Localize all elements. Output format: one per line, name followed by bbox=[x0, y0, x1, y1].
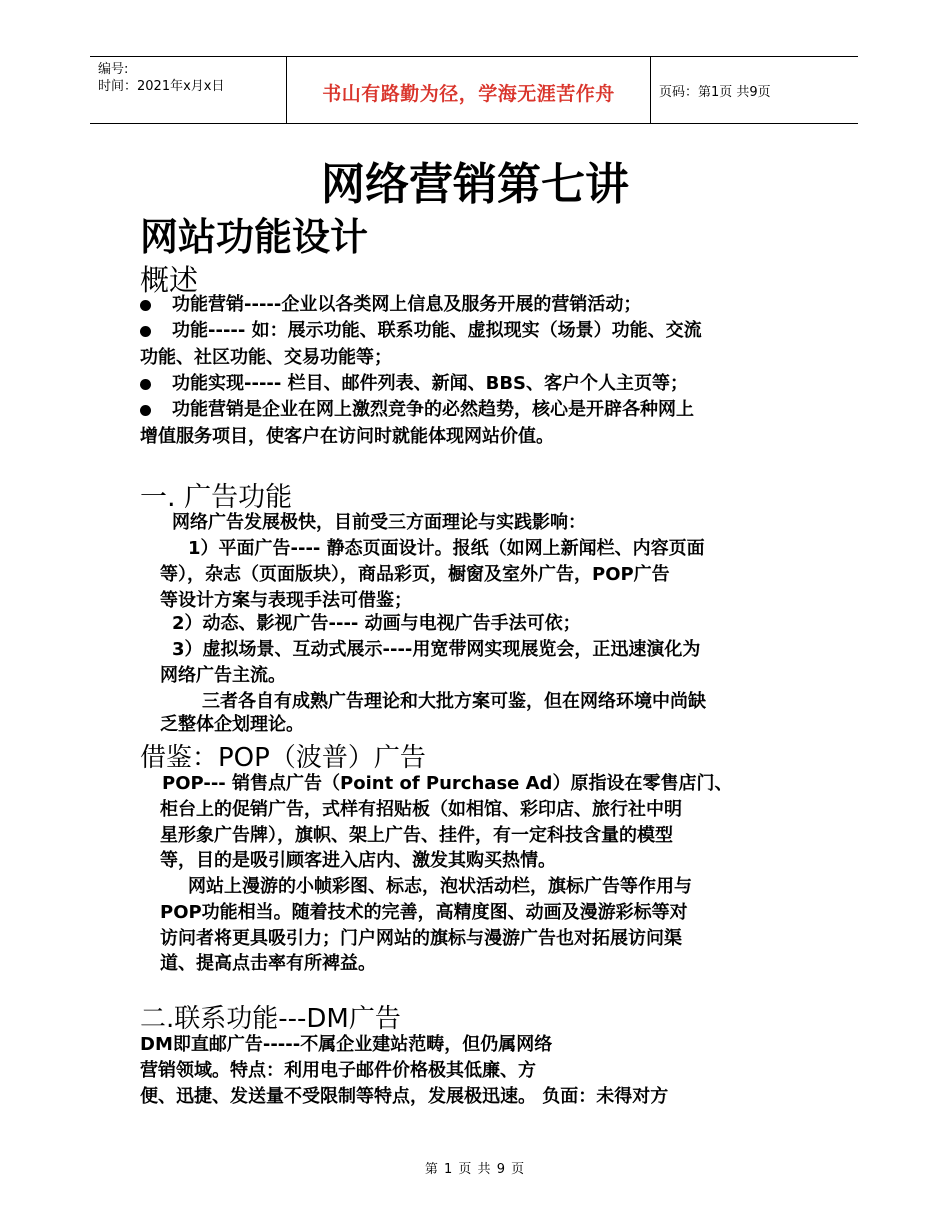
page-title: 网络营销第七讲 bbox=[321, 159, 629, 210]
bullet-dot bbox=[140, 326, 151, 337]
overview-bullet-2a: 功能----- 如：展示功能、联系功能、虚拟现实（场景）功能、交流 bbox=[172, 320, 702, 341]
section-1-line: 网络广告发展极快，目前受三方面理论与实践影响： bbox=[172, 512, 586, 533]
section-1-line: 2）动态、影视广告---- 动画与电视广告手法可依； bbox=[172, 613, 581, 634]
section-1-line: 三者各自有成熟广告理论和大批方案可鉴，但在网络环境中尚缺 bbox=[202, 691, 706, 712]
overview-bullet-4b: 增值服务项目，使客户在访问时就能体现网站价值。 bbox=[140, 426, 554, 447]
bullet-dot bbox=[140, 300, 151, 311]
section-2-line: DM即直邮广告-----不属企业建站范畴，但仍属网络 bbox=[140, 1034, 553, 1055]
header-left-cell bbox=[90, 57, 286, 123]
overview-bullet-1: 功能营销-----企业以各类网上信息及服务开展的营销活动； bbox=[172, 294, 642, 315]
header-motto-cell bbox=[286, 57, 651, 123]
section-pop-line: 等，目的是吸引顾客进入店内、激发其购买热情。 bbox=[160, 850, 556, 871]
section-1-line: 等），杂志（页面版块），商品彩页，橱窗及室外广告，POP广告 bbox=[160, 564, 670, 585]
section-1-line: 乏整体企划理论。 bbox=[160, 714, 304, 735]
section-pop-heading: 借鉴：POP（波普）广告 bbox=[140, 743, 426, 773]
section-2-line: 便、迅捷、发送量不受限制等特点，发展极迅速。 负面：未得对方 bbox=[140, 1086, 669, 1107]
section-pop-line: 网站上漫游的小帧彩图、标志，泡状活动栏，旗标广告等作用与 bbox=[188, 876, 692, 897]
bullet-dot bbox=[140, 405, 151, 416]
section-1-line: 等设计方案与表现手法可借鉴； bbox=[160, 590, 412, 611]
section-1-line: 3）虚拟场景、互动式展示----用宽带网实现展览会，正迅速演化为 bbox=[172, 639, 701, 660]
overview-bullet-3: 功能实现----- 栏目、邮件列表、新闻、BBS、客户个人主页等； bbox=[172, 373, 689, 394]
document-time-label: 时间：2021年x月x日 bbox=[98, 79, 225, 94]
header-page-cell bbox=[650, 57, 858, 123]
section-pop-line: POP功能相当。随着技术的完善，高精度图、动画及漫游彩标等对 bbox=[160, 902, 688, 923]
header-motto: 书山有路勤为径，学海无涯苦作舟 bbox=[322, 83, 615, 105]
section-1-line: 网络广告主流。 bbox=[160, 665, 286, 686]
section-pop-line: 访问者将更具吸引力；门户网站的旗标与漫游广告也对拓展访问渠 bbox=[160, 928, 682, 949]
overview-bullet-2b: 功能、社区功能、交易功能等； bbox=[140, 347, 392, 368]
heading-site-function: 网站功能设计 bbox=[140, 215, 369, 259]
header-page-info: 页码：第1页 共9页 bbox=[659, 85, 771, 100]
bullet-dot bbox=[140, 379, 151, 390]
overview-bullet-4a: 功能营销是企业在网上激烈竞争的必然趋势，核心是开辟各种网上 bbox=[172, 399, 694, 420]
section-1-line: 1）平面广告---- 静态页面设计。报纸（如网上新闻栏、内容页面 bbox=[188, 538, 705, 559]
section-pop-line: POP--- 销售点广告（Point of Purchase Ad）原指设在零售店门、 bbox=[162, 773, 733, 794]
section-1-heading: 一. 广告功能 bbox=[140, 482, 293, 513]
header-table bbox=[90, 56, 858, 124]
page-footer: 第 1 页 共 9 页 bbox=[424, 1162, 526, 1177]
document-number-label: 编号: bbox=[98, 62, 129, 77]
section-pop-line: 道、提高点击率有所裨益。 bbox=[160, 953, 376, 974]
section-2-heading: 二.联系功能---DM广告 bbox=[140, 1004, 401, 1034]
section-2-line: 营销领域。特点：利用电子邮件价格极其低廉、方 bbox=[140, 1060, 536, 1081]
section-pop-line: 星形象广告牌），旗帜、架上广告、挂件，有一定科技含量的模型 bbox=[160, 825, 673, 846]
section-pop-line: 柜台上的促销广告，式样有招贴板（如相馆、彩印店、旅行社中明 bbox=[160, 799, 682, 820]
heading-overview: 概述 bbox=[140, 263, 199, 297]
